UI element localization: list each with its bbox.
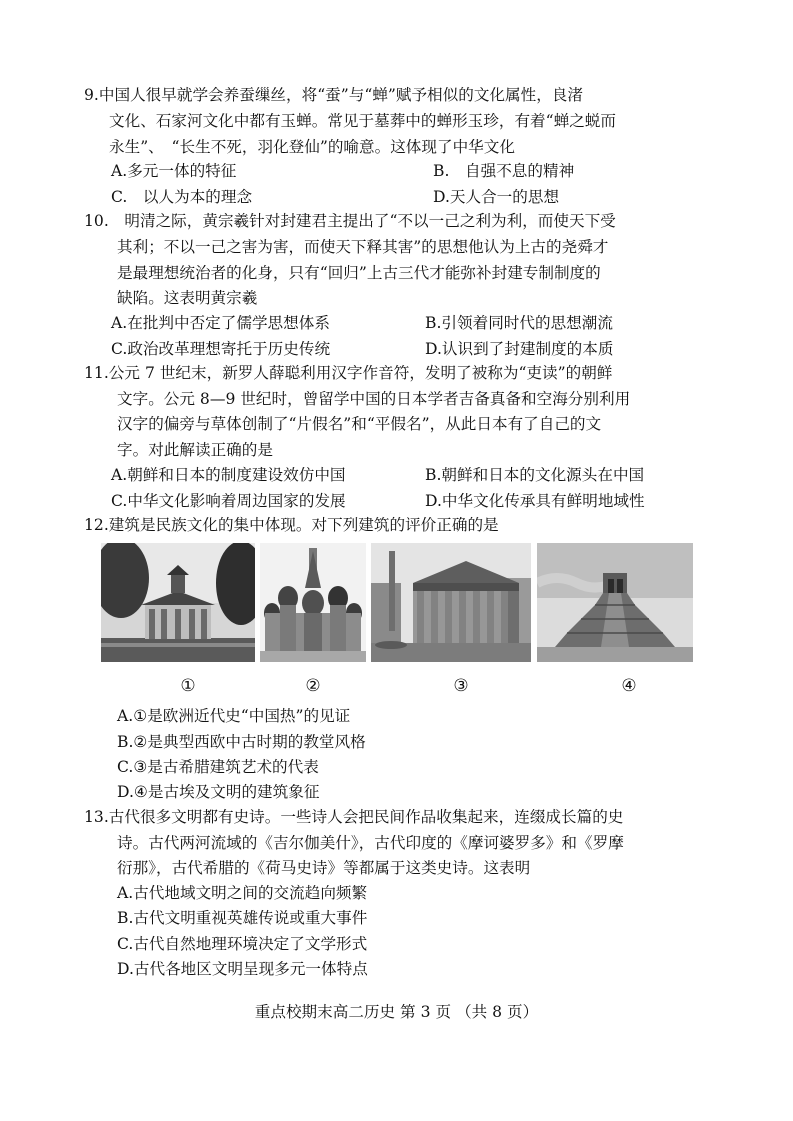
q9-option-c: C. 以人为本的理念: [111, 188, 253, 206]
q10-option-c: C.政治改革理想寄托于历史传统: [111, 340, 331, 358]
q9-line-2: 文化、石家河文化中都有玉蝉。常见于墓葬中的蝉形玉珍，有着“蝉之蜕而: [109, 112, 616, 130]
q9-option-b: B. 自强不息的精神: [433, 162, 575, 180]
q9-line-3: 永生”、 “长生不死，羽化登仙”的喻意。这体现了中华文化: [109, 138, 515, 156]
q12-line-1: 12.建筑是民族文化的集中体现。对下列建筑的评价正确的是: [84, 516, 499, 534]
q9-line-1: 9.中国人很早就学会养蚕缫丝，将“蚕”与“蝉”赋予相似的文化属性，良渚: [84, 86, 583, 104]
q13-line-3: 衍那》，古代希腊的《荷马史诗》等都属于这类史诗。这表明: [117, 859, 531, 877]
q10-option-b: B.引领着同时代的思想潮流: [425, 314, 613, 332]
q11-line-2: 文字。公元 8—9 世纪时，曾留学中国的日本学者吉备真备和空海分别利用: [117, 390, 631, 408]
image-label-2: ②: [305, 676, 321, 696]
q13-line-1: 13.古代很多文明都有史诗。一些诗人会把民间作品收集起来，连缀成长篇的史: [84, 808, 624, 826]
q11-option-c: C.中华文化影响着周边国家的发展: [111, 492, 346, 510]
q13-option-a: A.古代地域文明之间的交流趋向频繁: [117, 884, 368, 902]
q13-option-c: C.古代自然地理环境决定了文学形式: [117, 935, 368, 953]
page-footer: 重点校期末高二历史 第 3 页 （共 8 页）: [254, 1003, 539, 1021]
q11-line-1: 11.公元 7 世纪末，新罗人薛聪利用汉字作音符，发明了被称为“吏读”的朝鲜: [84, 364, 613, 382]
q11-line-4: 字。对此解读正确的是: [117, 441, 273, 459]
q11-line-3: 汉字的偏旁与草体创制了“片假名”和“平假名”，从此日本有了自己的文: [117, 415, 602, 433]
q13-option-b: B.古代文明重视英雄传说或重大事件: [117, 909, 368, 927]
q13-option-d: D.古代各地区文明呈现多元一体特点: [117, 960, 368, 978]
image-label-3: ③: [453, 676, 469, 696]
building-photo-2: [260, 543, 366, 662]
building-photo-1: [101, 543, 255, 662]
q10-line-4: 缺陷。这表明黄宗羲: [117, 289, 258, 307]
q10-line-2: 其利；不以一己之害为害，而使天下释其害”的思想他认为上古的尧舜才: [117, 238, 609, 256]
q10-option-d: D.认识到了封建制度的本质: [425, 340, 614, 358]
q9-option-a: A.多元一体的特征: [111, 162, 237, 180]
q12-option-a: A.①是欧洲近代史“中国热”的见证: [117, 707, 351, 725]
q11-option-d: D.中华文化传承具有鲜明地域性: [425, 492, 645, 510]
building-photo-3: [371, 543, 531, 662]
q10-option-a: A.在批判中否定了儒学思想体系: [111, 314, 330, 332]
q10-line-1: 10. 明清之际，黄宗羲针对封建君主提出了“不以一己之利为利，而使天下受: [84, 212, 616, 230]
q9-option-d: D.天人合一的思想: [433, 188, 560, 206]
image-label-1: ①: [180, 676, 196, 696]
q12-option-c: C.③是古希腊建筑艺术的代表: [117, 758, 319, 776]
q13-line-2: 诗。古代两河流域的《吉尔伽美什》，古代印度的《摩诃婆罗多》和《罗摩: [117, 834, 624, 852]
q10-line-3: 是最理想统治者的化身，只有“回归”上古三代才能弥补封建专制制度的: [117, 264, 601, 282]
q12-option-d: D.④是古埃及文明的建筑象征: [117, 783, 320, 801]
q11-option-b: B.朝鲜和日本的文化源头在中国: [425, 466, 645, 484]
q12-option-b: B.②是典型西欧中古时期的教堂风格: [117, 733, 366, 751]
building-photo-4: [537, 543, 693, 662]
image-label-4: ④: [621, 676, 637, 696]
q11-option-a: A.朝鲜和日本的制度建设效仿中国: [111, 466, 346, 484]
